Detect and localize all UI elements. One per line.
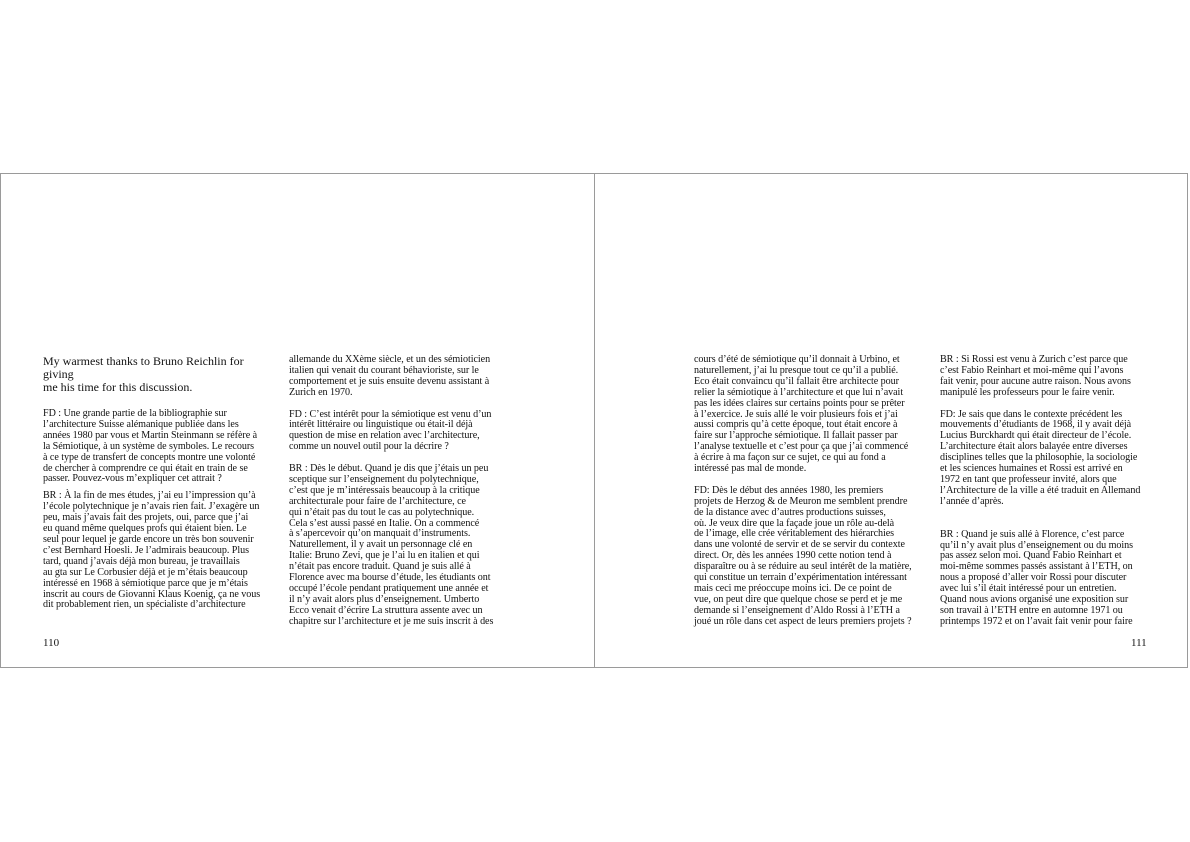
paragraph-answer-3: BR : Si Rossi est venu à Zurich c’est parce que c’est Fabio Reinhart et moi-même qui l’avons fait venir, pour aucune autre raison. Nous avons manipulé les professeurs pour le faire venir. [940, 354, 1131, 398]
right-page-column-1 [694, 355, 919, 628]
paragraph-answer-1-cont: allemande du XXème siècle, et un des sémioticien italien qui venait du courant béhavioriste, sur le comportement et je suis ensuite devenu assistant à Zurich en 1970. [289, 354, 491, 398]
paragraph-question-4: FD: Je sais que dans le contexte précédent les mouvements d’étudiants de 1968, il y avait déjà Lucius Burckhardt qui était directeur de l’école. L’architecture était alors balayée entre diverses disciplines telles que la philosophie, la sociologie et les sciences humaines et Rossi est arrivé en 1972 en tant que professeur invité, alors que l’Architecture de la ville a été traduit en Allemand l’année d’après. [940, 408, 1141, 507]
paragraph-question-3: FD: Dès le début des années 1980, les premiers projets de Herzog & de Meuron me semblent prendre de la distance avec d’autres productions suisses, où. Je veux dire que la façade joue un rôle au-delà de l’image, elle crée véritablement des hiérarchies dans une volonté de servir et de se servir du contexte direct. Or, dès les années 1990 cette notion tend à disparaître ou à se réduire au seul intérêt de la matière, qui constitue un terrain d’expérimentation intéressant mais ceci me préoccupe moins ici. De ce point de vue, on peut dire que quelque chose se perd et je me demande si l’enseignement d’Aldo Rossi à l’ETH a joué un rôle dans cet aspect de leurs premiers projets ? [694, 484, 912, 627]
left-page-column-2 [289, 355, 504, 628]
paragraph-question-2: FD : C’est intérêt pour la sémiotique est venu d’un intérêt littéraire ou linguistique ou était-il déjà question de mise en relation avec l’architecture, comme un nouvel outil pour la décrire ? [289, 408, 492, 453]
paragraph-question-1: FD : Une grande partie de la bibliographie sur l’architecture Suisse alémanique publiée dans les années 1980 par vous et Martin Steinmann se réfère à la Sémiotique, à un système de symboles. Le recours à ce type de transfert de concepts montre une volonté de chercher à comprendre ce qui était en train de se passer. Pouvez-vous m’expliquer cet attrait ? [43, 408, 258, 485]
page-gutter [594, 173, 595, 668]
left-page-column-1 [43, 409, 268, 611]
paragraph-answer-1: BR : À la fin de mes études, j’ai eu l’impression qu’à l’école polytechnique je n’avais rien fait. J’exagère un peu, mais j’avais fait des projets, oui, parce que j’ai eu quand même quelques profs qui étaient bien. Le seul pour lequel je garde encore un très bon souvenir c’est Bernhard Hoesli. Je l’admirais beaucoup. Plus tard, quand j’avais déjà mon bureau, je travaillais au gta sur Le Corbusier déjà et je m’étais beaucoup intéressé en 1968 à sémiotique parce que je m’étais inscrit au cours de Giovanni Klaus Koenig, ça ne vous dit probablement rien, un spécialiste d’architecture [43, 490, 261, 611]
paragraph-answer-2: BR : Dès le début. Quand je dis que j’étais un peu sceptique sur l’enseignement du polytechnique, c’est que je m’intéressais beaucoup à la critique architecturale pour faire de l’architecture, ce qui n’était pas du tout le cas au polytechnique. Cela s’est aussi passé en Italie. On a commencé à s’apercevoir qu’on manquait d’instruments. Naturellement, il y avait un personnage clé en Italie: Bruno Zevi, que je l’ai lu en italien et qui n’était pas encore traduit. Quand je suis allé à Florence avec ma bourse d’étude, les étudiants ont occupé l’école pendant pratiquement une année et il n’y avait alors plus d’enseignement. Umberto Ecco venait d’écrire La struttura assente avec un chapitre sur l’architecture et je me suis inscrit à des [289, 463, 494, 627]
acknowledgement-text: My warmest thanks to Bruno Reichlin for giving me his time for this discussion. [43, 354, 244, 394]
paragraph-answer-4: BR : Quand je suis allé à Florence, c’est parce qu’il n’y avait plus d’enseignement ou du moins pas assez selon moi. Quand Fabio Reinhart et moi-même sommes passés assistant à l’ETH, on nous a proposé d’aller voir Rossi pour discuter avec lui s’il était intéressé pour un entretien. Quand nous avions organisé une exposition sur son travail à l’ETH entre en automne 1971 ou printemps 1972 et on l’avait fait venir pour faire [940, 528, 1134, 627]
page-number-left: 110 [43, 637, 60, 649]
right-page-column-2 [940, 355, 1155, 628]
page-number-right: 111 [1131, 637, 1147, 649]
paragraph-answer-2-cont: cours d’été de sémiotique qu’il donnait à Urbino, et naturellement, j’ai lu presque tout ce qu’il a publié. Eco était convaincu qu’il fallait être architecte pour relier la sémiotique à l’architecture et que lui n’avait pas les idées claires sur certains points pour se prêter à l’exercice. Je suis allé le voir plusieurs fois et j’ai aussi compris qu’à cette époque, tout était encore à faire sur l’approche sémiotique. Il fallait passer par l’analyse textuelle et c’est pour ça que j’ai commencé à écrire à ma façon sur ce sujet, ce qui au fond a intéressé pas mal de monde. [694, 354, 909, 475]
